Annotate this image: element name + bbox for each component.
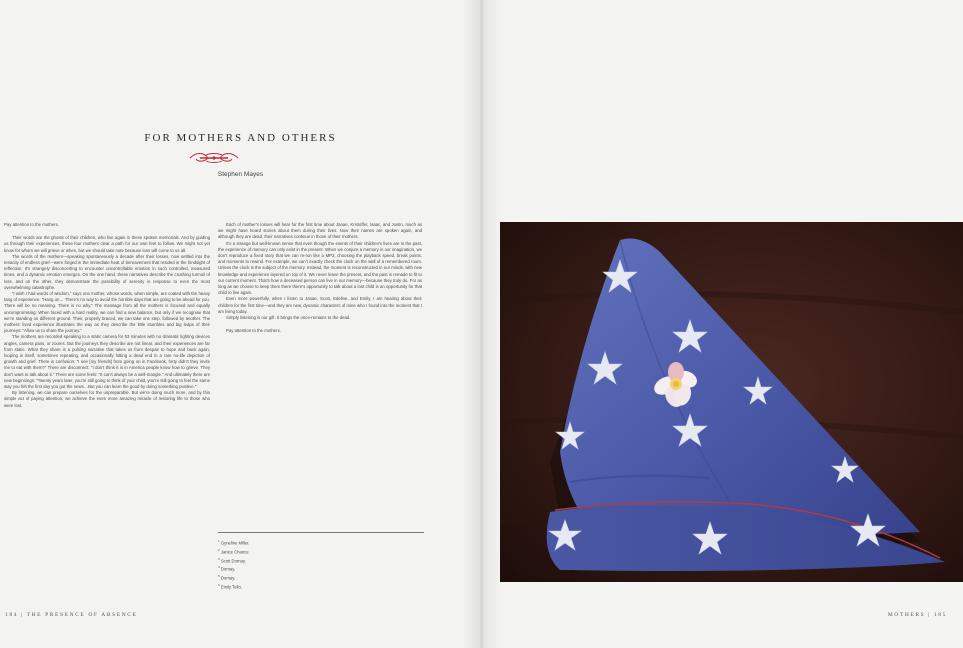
body-column-2 (218, 222, 422, 442)
body-paragraph: Simply listening is our gift. It brings the once-remains to the dead. (226, 315, 351, 321)
footnote: $^5$ Dornay. (218, 574, 236, 581)
footnote: $^6$ Emily Tello. (218, 582, 242, 590)
body-paragraph: Their words are the ghosts of their children, who live again in these spoken memorials. And by guiding us through their experiences, these four mothers clear a path for our own feet to follow. We might not yet know for whom we will grieve or when, but we should take note because loss will come to us all. (4, 235, 210, 253)
body-paragraph: The mothers are recorded speaking to a static camera for 53 minutes with no dramatic lighting devices angles, camera pans, or zooms. But the journeys they describe are not linear, and their experiences are far from static. What they share is a pulsing narrative that takes us from despair to hope and back again, looping in itself, sometimes repeating, and occasionally hitting a dead end in a rare no-life depiction of growth and grief. There is confusion: “I see [my friends] from going on in Facebook, forty didn’t they invite me to eat with them?” There are disconnect: “I don’t think it is in America people know how to grieve. They don’t want to talk about it.” There are some feels: “It can’t always be a well-mangle.” And ultimately there are new beginnings: “Twenty years later, you’re still going to think of your child, you’re still going to feel the same way you felt the first day you got the news…But you can learn the good by doing something positive.” (4, 334, 210, 390)
footnote-rule (218, 532, 424, 533)
author-name: Stephen Mayes (217, 171, 264, 178)
body-paragraph: The words of the mothers—speaking spontaneously a decade after their losses, now settled into the tenacity of endless grief—were forged in the immediate heat of bereavement that resided in the hindsight of reflection. It’s strangely disconcerting to encounter uncontrollable emotion in such controlled, measured times, and a dynamic emotion emerges. On the one hand, these narratives describe the crushing turmoil of loss, and on the other, they demonstrate the possibility of serenity in response to even the most overwhelming catastrophe. (4, 253, 210, 290)
body-paragraph: Each of mother’s losses will hear for the first time about Janae, Kristoffer, Isaac, and Justin, much as we might have heard stories about them during their lives. Now their names are spoken again, and although they are dead, their narratives continue in those of their mothers. (218, 222, 422, 240)
body-paragraph: “I wish I had words of wisdom,” says one mother, whose words, when simple, are coated with the heavy tang of experience. “Hang on… There’s no way to avoid the horrible days that are going to be ahead for you. There will be no meaning. There is no why.” The message from all the mothers is focused and equally uncompromising: When faced with a hard reality, we can find a new balance, but only if we recognise that we’re standing on different ground. Their, properly braced, we can take one step, followed by another. The mothers’ lived experience illustrates the way as they describe the little stumbles and big leaps of their journeys: “Allow us to share the journey.” (4, 291, 210, 334)
footnote: $^4$ Dornay. (218, 565, 236, 572)
footnote: $^1$ Gyneline Miller. (218, 539, 250, 546)
body-paragraph: Even more powerfully, when I listen to Janae, Scott, Edeline, and Emily, I am hearing about their children for the first time—and they are new, dynamic characters of mine who I found into the moment that I am living today. (218, 296, 422, 314)
footnote: $^2$ Janice Chance. (218, 547, 250, 555)
flourish-ornament-icon (186, 150, 242, 166)
chapter-title: FOR MOTHERS AND OTHERS (144, 132, 337, 144)
folio-right: MOTHERS | 185 (887, 612, 947, 618)
body-paragraph: It’s a strange but well-known sense that even though the events of their children’s lives are in the past, the experience of memory can only exist in the present. When we conjure a memory in our imagination, we don’t reproduce a fixed story that we can re-run like a MP3, choosing the playback speed, break points, and moments to rewind. For example, we can’t exactly check the clock on the wall of a remembered room. Unless the clock is the subject of the memory. Instead, the moment is reconstructed in our minds, with new knowledge and experience layered on top of it. We never leave the present, and the past is remade to fit to our current moment. That’s how a deceased person can live in our memory—because they truly do. For as long as we choose to keep them there there’s opportunity to talk about a lost child is an opportunity for that child to live again. (218, 240, 422, 296)
body-paragraph: By listening, we can prepare ourselves for the unpreparable. But we’re doing much more, and by this simple act of paying attention, we achieve the even more amazing miracle of restoring life to those who were lost. (4, 390, 210, 408)
folio-left: 184 | THE PRESENCE OF ABSENCE (5, 612, 138, 618)
footnote: $^3$ Scott Dornay. (218, 556, 246, 563)
footnotes (218, 538, 418, 591)
folded-flag-photo (500, 222, 963, 582)
left-page (0, 0, 481, 648)
epigraph: Pay attention to the mothers. (4, 222, 59, 227)
book-gutter (462, 0, 502, 648)
closing-line: Pay attention to the mothers. (226, 328, 281, 334)
body-column-1 (4, 222, 210, 612)
